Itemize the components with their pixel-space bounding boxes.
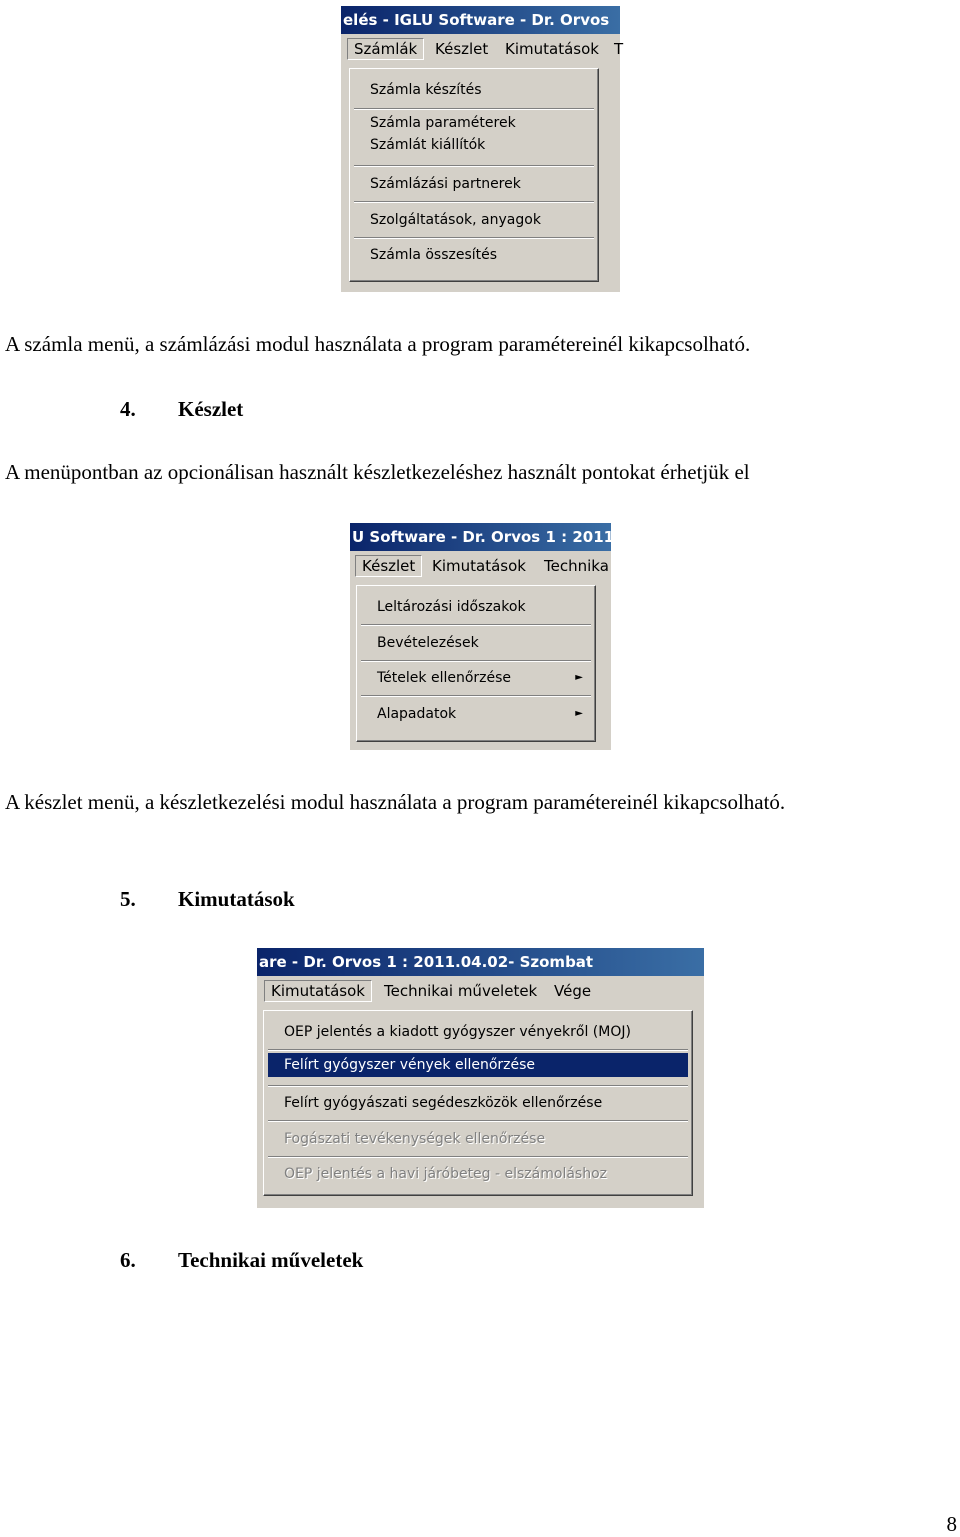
menu-kimutatasok[interactable]: Kimutatások (432, 557, 526, 575)
menu-technikai-muveletek[interactable]: Technikai műveletek (384, 982, 538, 1000)
menu-item-label: Alapadatok (377, 706, 457, 722)
menu-separator (268, 1156, 688, 1158)
section-number: 5. (120, 887, 136, 911)
menu-item-tetelek-ellenorzese[interactable] (361, 663, 591, 693)
menu-bar (350, 551, 611, 583)
window-title-bar: U Software - Dr. Orvos 1 : 2011 (350, 523, 611, 551)
kimutatasok-dropdown (263, 1010, 693, 1196)
menu-separator (361, 695, 591, 697)
section-number: 6. (120, 1248, 136, 1272)
keszlet-dropdown (356, 585, 596, 742)
menu-separator (268, 1120, 688, 1122)
screenshot-szamlak-menu (341, 6, 624, 292)
menu-vege[interactable]: Vége (554, 982, 592, 1000)
menu-separator (268, 1049, 688, 1051)
section-number: 4. (120, 397, 136, 421)
menu-item-szamla-parameterek[interactable]: Számla paraméterek (370, 115, 516, 131)
section-title: Kimutatások (178, 887, 295, 911)
menu-kimutatasok[interactable]: Kimutatások (264, 980, 372, 1002)
menu-item-szamla-osszesites[interactable]: Számla összesítés (370, 247, 498, 263)
menu-item-szamlazasi-partnerek[interactable]: Számlázási partnerek (370, 176, 521, 192)
menu-item-oep-jelentes-venyek[interactable]: OEP jelentés a kiadott gyógyszer vényekről (MOJ) (284, 1024, 631, 1040)
menu-item-szamla-keszites[interactable]: Számla készítés (370, 82, 482, 98)
menu-bar (257, 976, 704, 1008)
menu-separator (361, 624, 591, 626)
menu-separator (354, 237, 594, 239)
menu-szamlak[interactable]: Számlák (347, 38, 424, 60)
menu-item-szolgaltatasok-anyagok[interactable]: Szolgáltatások, anyagok (370, 212, 541, 228)
menu-separator (361, 660, 591, 662)
page-number: 8 (946, 1512, 957, 1536)
section-title: Készlet (178, 397, 244, 421)
menu-item-felirt-segedeszkozok[interactable]: Felírt gyógyászati segédeszközök ellenőrzése (284, 1095, 603, 1111)
menu-separator (354, 108, 594, 110)
screenshot-kimutatasok-menu (257, 948, 704, 1208)
menu-item-bevetelezesek[interactable]: Bevételezések (377, 635, 479, 651)
menu-item-oep-jelentes-jarobeteg: OEP jelentés a havi járóbeteg - elszámoláshoz (284, 1166, 607, 1182)
window-title-bar: are - Dr. Orvos 1 : 2011.04.02- Szombat (257, 948, 704, 976)
menu-item-label: Tételek ellenőrzése (377, 670, 512, 686)
submenu-arrow-icon: ► (575, 708, 583, 719)
menu-separator (354, 165, 594, 167)
menu-item-alapadatok[interactable] (361, 699, 591, 729)
menu-item-felirt-gyogyszer-venyek[interactable]: Felírt gyógyszer vények ellenőrzése (268, 1053, 688, 1077)
window-title-bar: elés - IGLU Software - Dr. Orvos (341, 6, 620, 34)
menu-keszlet[interactable]: Készlet (355, 555, 422, 577)
menu-separator (354, 201, 594, 203)
section-title: Technikai műveletek (178, 1248, 364, 1272)
paragraph-keszlet-intro: A menüpontban az opcionálisan használt készletkezeléshez használt pontokat érhetjük el (5, 460, 750, 484)
menu-keszlet[interactable]: Készlet (435, 40, 489, 58)
menu-technikai[interactable]: Technika (544, 557, 609, 575)
menu-technikai[interactable]: T (614, 40, 624, 58)
menu-item-szamlat-kiallitok[interactable]: Számlát kiállítók (370, 137, 486, 153)
szamlak-dropdown (349, 68, 599, 282)
paragraph-szamla-info: A számla menü, a számlázási modul használata a program paramétereinél kikapcsolható. (5, 332, 751, 356)
paragraph-keszlet-info: A készlet menü, a készletkezelési modul használata a program paramétereinél kikapcsolható. (5, 790, 786, 814)
screenshot-keszlet-menu (350, 523, 615, 750)
submenu-arrow-icon: ► (575, 672, 583, 683)
menu-separator (268, 1085, 688, 1087)
menu-kimutatasok[interactable]: Kimutatások (505, 40, 599, 58)
menu-item-leltarozasi-idoszakok[interactable]: Leltározási időszakok (377, 599, 526, 615)
menu-item-fogaszati-tevekenysegek: Fogászati tevékenységek ellenőrzése (284, 1131, 546, 1147)
menu-bar (341, 34, 624, 66)
